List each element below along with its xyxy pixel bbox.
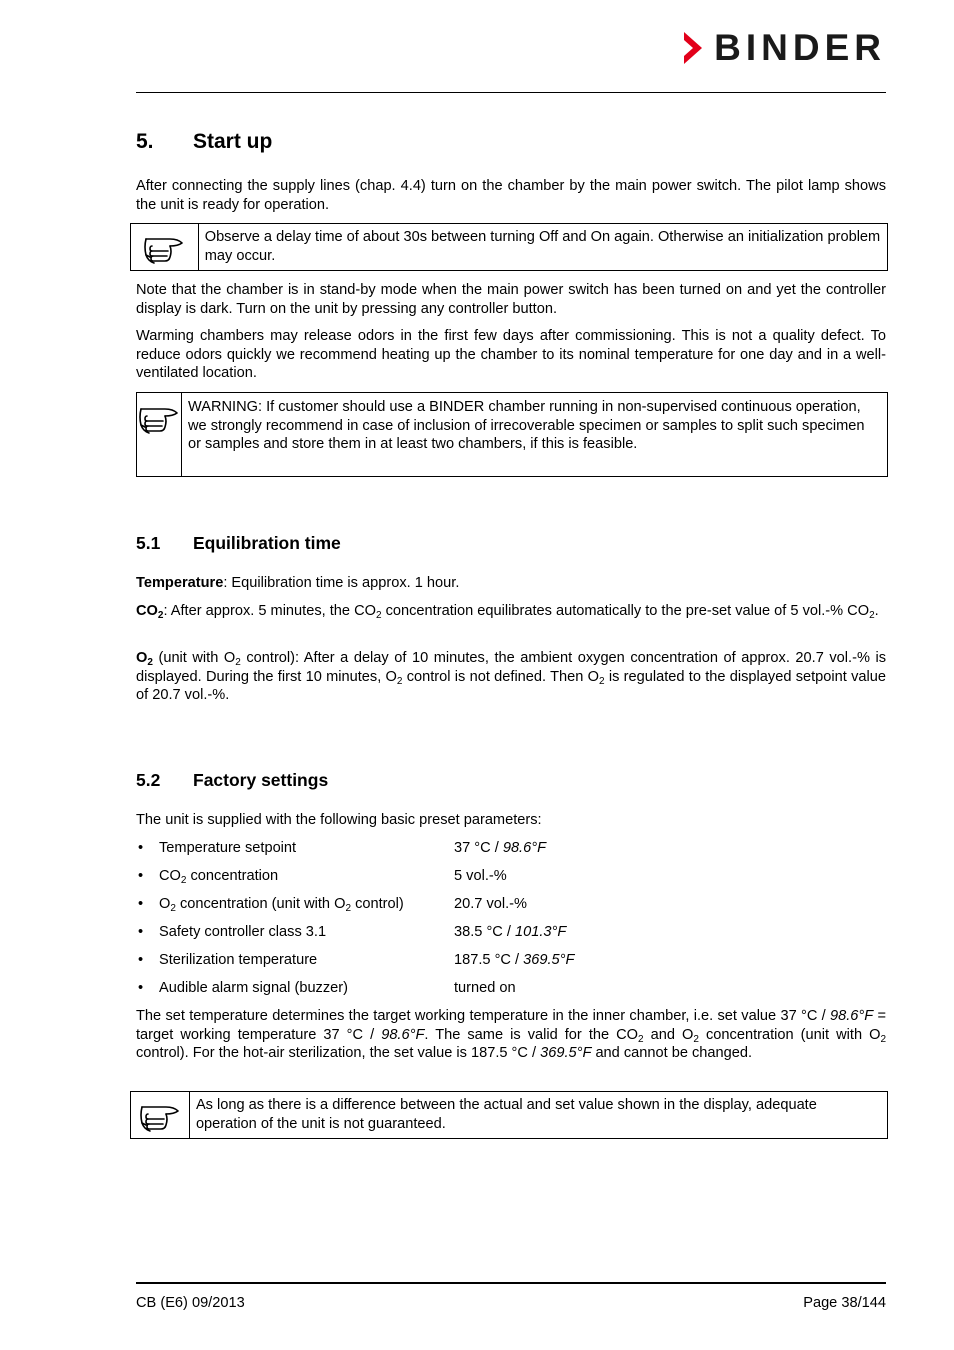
standby-paragraph: Note that the chamber is in stand-by mode when the main power switch has been turned on and yet the controller display is dark. Turn on the unit by pressing any controller button. [136,282,886,317]
co2-label: $CO_2$ [136,603,164,621]
list-item [136,895,886,923]
note-box-set-value [130,1091,888,1139]
setting-value: 5 vol.-% [454,868,507,884]
setting-value: 38.5 °C / 101.3°F [454,924,567,940]
section-number: 5. [136,130,154,153]
temperature-text: : Equilibration time is approx. 1 hour. [223,575,460,591]
setting-value: 187.5 °C / 369.5°F [454,952,575,968]
bullet: • [138,952,144,968]
setting-value: 37 °C / 98.6°F [454,840,546,856]
footer-page-number: Page 38/144 [803,1295,886,1311]
temperature-paragraph [136,574,886,593]
header-divider [136,92,886,93]
temperature-label: Temperature [136,575,224,591]
list-item [136,839,886,867]
note-box-delay [130,223,888,271]
setting-label: Audible alarm signal (buzzer) [159,980,348,996]
bullet: • [138,840,144,856]
warning-text: WARNING: If customer should use a BINDER chamber running in non-supervised continuous operation, we strongly recommend in case of inclusion of irrecoverable specimen or samples to split such specimen or samples and store them in at least two chambers, if this is feasible. [188,399,865,452]
setting-label: $CO_2$ concentration [159,868,279,886]
subsection-number: 5.2 [136,770,161,790]
subsection-title-equilibration [136,532,341,554]
note-box-warning [136,392,888,477]
setting-label: Safety controller class 3.1 [159,924,327,940]
note-text: Observe a delay time of about 30s between turning Off and On again. Otherwise an initialization problem may occur. [204,229,881,264]
note-icon-cell [131,224,199,270]
section-title [136,128,272,156]
list-item [136,979,886,1007]
subsection-title-text: Equilibration time [193,533,341,553]
bullet: • [138,868,144,884]
o2-label: $O_2$ [136,650,153,668]
note-icon-cell [137,393,182,476]
footer-doc-id: CB (E6) 09/2013 [136,1295,245,1311]
subsection-number: 5.1 [136,533,161,553]
pointing-hand-icon [137,397,181,437]
section-title-text: Start up [193,130,273,153]
odors-paragraph: Warming chambers may release odors in the first few days after commissioning. This is not a quality defect. To reduce odors quickly we recommend heating up the chamber to its nominal temperature for one day and in a well-ventilated location. [136,328,886,381]
subsection-title-factory [136,769,328,791]
factory-intro: The unit is supplied with the following basic preset parameters: [136,812,542,828]
list-item [136,951,886,979]
factory-settings-list [136,839,886,1007]
note-icon-cell [131,1092,190,1138]
setting-label: Sterilization temperature [159,952,318,968]
pointing-hand-icon [138,1095,182,1135]
setting-label: Temperature setpoint [159,840,297,856]
intro-paragraph: After connecting the supply lines (chap. 4.4) turn on the chamber by the main power switch. The pilot lamp shows the unit is ready for operation. [136,178,886,213]
binder-logo [682,27,886,68]
setting-value: 20.7 vol.-% [454,896,528,912]
list-item [136,867,886,895]
list-item [136,923,886,951]
co2-paragraph: $CO_2$: After approx. 5 minutes, the $CO_2$ concentration equilibrates automatically to the pre-set value of 5 vol.-% $CO_2$. [136,603,879,621]
setting-label: $O_2$ concentration (unit with $O_2$ control) [159,896,404,914]
set-temperature-paragraph: The set temperature determines the target working temperature in the inner chamber, i.e. set value 37 °C / 98.6°F = target working temperature 37 °C / 98.6°F. The same is valid for the $CO_2$ and $O_2$ concentration (unit with $O_2$ control). For the hot-air sterilization, the set value is 187.5 °C / 369.5°F and cannot be changed. [136,1008,887,1061]
o2-paragraph: $O_2$ (unit with $O_2$ control): After a delay of 10 minutes, the ambient oxygen concentration of approx. 20.7 vol.-% is displayed. During the first 10 minutes, $O_2$ control is not defined. Then $O_2$ is regulated to the displayed setpoint value of 20.7 vol.-%. [136,650,887,703]
brand-name: BINDER [714,27,886,68]
setting-value: turned on [454,980,516,996]
bullet: • [138,980,144,996]
note-text: As long as there is a difference between the actual and set value shown in the display, adequate operation of the unit is not guaranteed. [195,1097,817,1132]
bullet: • [138,896,144,912]
binder-logo-mark-icon [682,30,708,66]
bullet: • [138,924,144,940]
pointing-hand-icon [142,227,186,267]
footer-divider [136,1282,886,1284]
subsection-title-text: Factory settings [193,770,329,790]
